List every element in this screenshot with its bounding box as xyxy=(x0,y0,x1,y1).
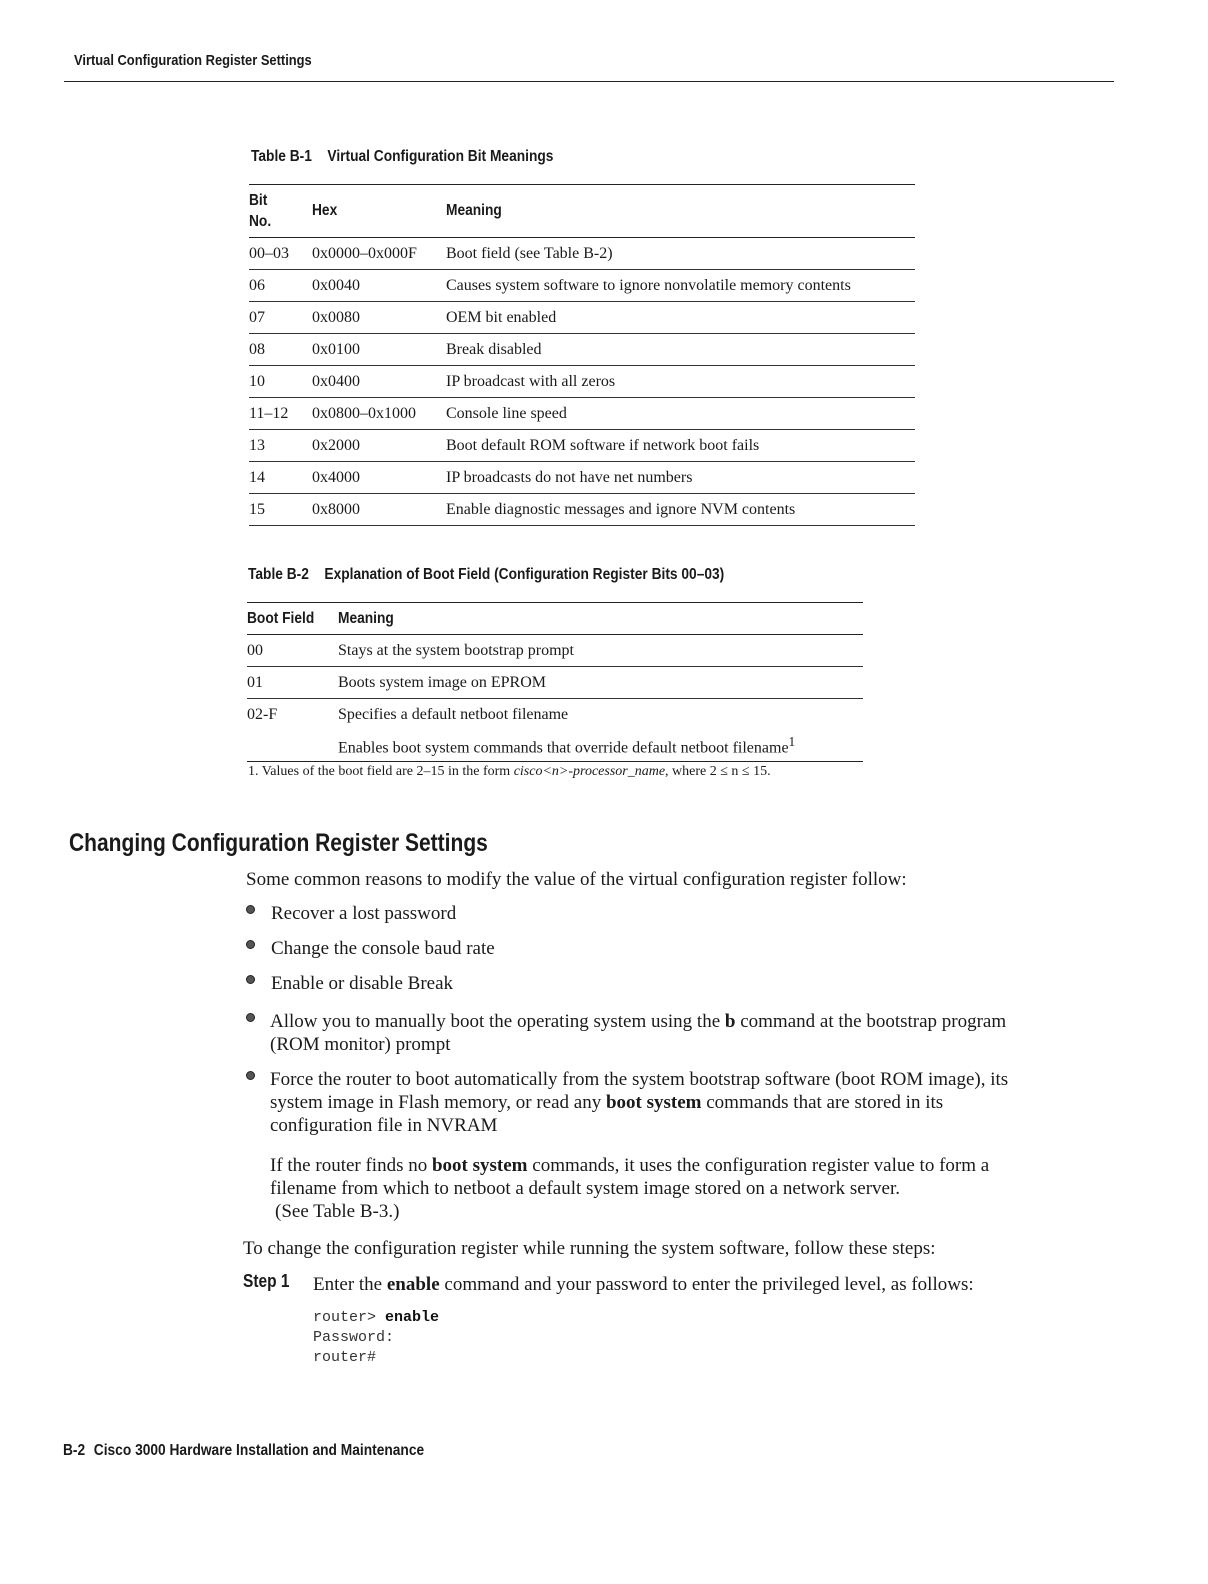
table-row xyxy=(249,334,915,366)
table2-label: Table B-2 xyxy=(248,566,309,583)
table-cell: 0x0040 xyxy=(312,270,446,302)
footnote-marker: 1 xyxy=(788,733,796,749)
bullet-item: Recover a lost password xyxy=(271,903,457,924)
bullet-dot xyxy=(246,905,255,914)
bullet-dot xyxy=(246,1013,255,1022)
command-boot-system: boot system xyxy=(431,1155,528,1176)
table-cell: 15 xyxy=(249,494,312,526)
table-cell: 14 xyxy=(249,462,312,494)
table-cell: 0x2000 xyxy=(312,430,446,462)
table-cell: 00 xyxy=(247,635,338,667)
table-row xyxy=(249,462,915,494)
table-row xyxy=(247,730,863,762)
bit-meanings-table xyxy=(249,184,915,526)
table-row xyxy=(247,667,863,699)
table-row xyxy=(247,635,863,667)
step-label: Step 1 xyxy=(243,1271,290,1291)
bullet-item: Allow you to manually boot the operating system using the b command at the bootstrap program (ROM monitor) prompt xyxy=(270,1011,1007,1055)
table-cell: OEM bit enabled xyxy=(446,302,915,334)
table-row xyxy=(249,398,915,430)
see-table-reference: (See Table B-3.) xyxy=(275,1201,400,1222)
column-header-meaning: Meaning xyxy=(338,603,863,635)
table1-label: Table B-1 xyxy=(251,148,312,165)
column-header-hex: Hex xyxy=(312,185,446,238)
table-cell: 07 xyxy=(249,302,312,334)
step-text: Enter the enable command and your password to enter the privileged level, as follows: xyxy=(313,1274,974,1295)
table-cell: 06 xyxy=(249,270,312,302)
table-row xyxy=(249,430,915,462)
table-cell: Causes system software to ignore nonvolatile memory contents xyxy=(446,270,915,302)
table-row xyxy=(249,238,915,270)
table-cell: 10 xyxy=(249,366,312,398)
footnote-form: cisco<n>-processor_name xyxy=(513,764,666,779)
note-paragraph: If the router finds no boot system commands, it uses the configuration register value to form a filename from which to netboot a default system image stored on a network server. (See Table B-3.) xyxy=(270,1155,990,1222)
table-cell: 0x8000 xyxy=(312,494,446,526)
table2-caption xyxy=(248,566,724,584)
table-header-row xyxy=(249,185,915,238)
table-cell: 11–12 xyxy=(249,398,312,430)
command-boot-system: boot system xyxy=(605,1092,702,1113)
column-header-boot-field: Boot Field xyxy=(247,603,338,635)
section-title: Changing Configuration Register Settings xyxy=(69,829,488,857)
code-line: router> enable xyxy=(313,1309,440,1326)
table-cell: 0x0100 xyxy=(312,334,446,366)
table-cell: Boots system image on EPROM xyxy=(338,667,863,699)
bullet-dot xyxy=(246,975,255,984)
boot-field-table xyxy=(247,602,863,762)
table-cell: 0x4000 xyxy=(312,462,446,494)
table-row xyxy=(249,494,915,526)
table-cell: Specifies a default netboot filename xyxy=(338,705,569,723)
table-row xyxy=(249,366,915,398)
running-head: Virtual Configuration Register Settings xyxy=(74,52,312,69)
page-footer xyxy=(63,1442,424,1460)
column-header-meaning: Meaning xyxy=(446,185,915,238)
table-cell: 0x0800–0x1000 xyxy=(312,398,446,430)
column-header-bit-no: Bit No. xyxy=(249,185,312,238)
table-row xyxy=(249,302,915,334)
command-enable: enable xyxy=(386,1274,440,1295)
table-cell: Boot default ROM software if network boot fails xyxy=(446,430,915,462)
header-rule xyxy=(64,81,1114,82)
code-line: Password: xyxy=(313,1329,395,1346)
table-cell: Console line speed xyxy=(446,398,915,430)
table-cell: 0x0400 xyxy=(312,366,446,398)
table-cell: 0x0080 xyxy=(312,302,446,334)
table-cell: Enables boot system commands that override default netboot filename$^1$ xyxy=(338,730,863,762)
bullet-dot xyxy=(246,940,255,949)
table2-title: Explanation of Boot Field (Configuration Register Bits 00–03) xyxy=(324,566,725,583)
table-cell: 02-F xyxy=(247,705,278,723)
bullet-dot xyxy=(246,1071,255,1080)
code-line: router# xyxy=(313,1349,377,1366)
table-cell: 13 xyxy=(249,430,312,462)
table-row xyxy=(247,699,863,731)
book-title: Cisco 3000 Hardware Installation and Maintenance xyxy=(93,1442,425,1459)
table-cell: 01 xyxy=(247,667,338,699)
table1-title: Virtual Configuration Bit Meanings xyxy=(327,148,554,165)
bullet-item: Force the router to boot automatically from the system bootstrap software (boot ROM image), its system image in Flash memory, or read any boot system commands that are stored in its configuration file in NVRAM xyxy=(270,1069,1009,1136)
table2-footnote: 1. Values of the boot field are 2–15 in the form cisco<n>-processor_name, where 2 ≤ n ≤ 15. xyxy=(248,764,771,779)
intro-paragraph: Some common reasons to modify the value of the virtual configuration register follow: xyxy=(246,869,907,890)
table-row xyxy=(249,270,915,302)
table-cell: Stays at the system bootstrap prompt xyxy=(338,635,863,667)
page-number: B-2 xyxy=(63,1442,86,1459)
table-cell: Enable diagnostic messages and ignore NVM contents xyxy=(446,494,915,526)
table-header-row xyxy=(247,603,863,635)
bullet-item: Change the console baud rate xyxy=(271,938,495,959)
table-cell: 00–03 xyxy=(249,238,312,270)
table-cell: 0x0000–0x000F xyxy=(312,238,446,270)
command-b: b xyxy=(724,1011,736,1032)
table-cell xyxy=(247,730,338,762)
steps-intro: To change the configuration register while running the system software, follow these steps: xyxy=(243,1238,936,1259)
table-cell: IP broadcast with all zeros xyxy=(446,366,915,398)
table1-caption xyxy=(251,148,553,166)
table-cell: 08 xyxy=(249,334,312,366)
bullet-item: Enable or disable Break xyxy=(271,973,454,994)
table-cell: Boot field (see Table B-2) xyxy=(446,238,915,270)
table-cell: Break disabled xyxy=(446,334,915,366)
table-cell: IP broadcasts do not have net numbers xyxy=(446,462,915,494)
